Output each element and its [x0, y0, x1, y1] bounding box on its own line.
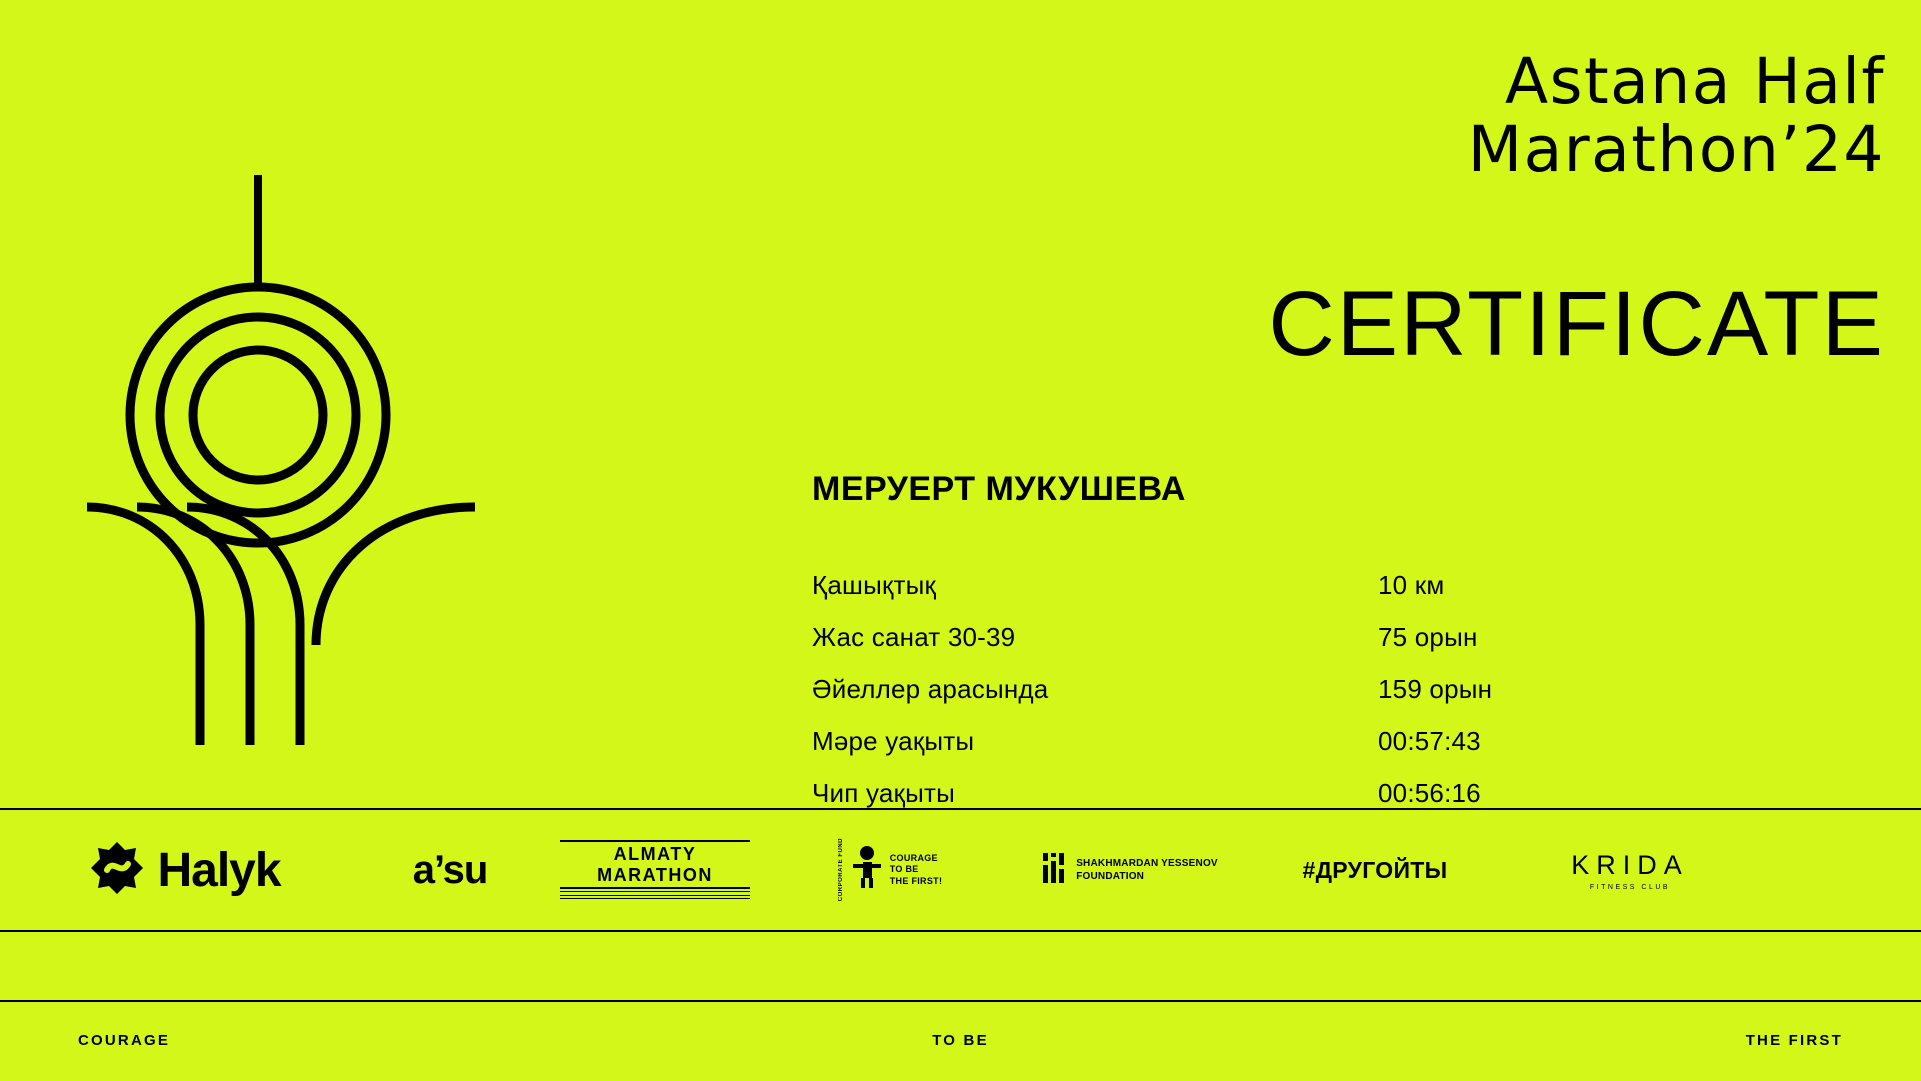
- courage-fund-label: CORPORATE FUND: [837, 838, 844, 902]
- courage-line1: COURAGE: [889, 853, 938, 864]
- result-label: Мәре уақыты: [812, 726, 975, 756]
- sponsor-yessenov-foundation: [1000, 851, 1260, 890]
- krida-subtitle: FITNESS CLUB: [1589, 883, 1671, 891]
- result-value: 00:57:43: [1378, 726, 1481, 756]
- krida-wordmark: KRIDA: [1571, 849, 1689, 880]
- almaty-rule: [560, 895, 750, 896]
- drugoity-wordmark: #ДРУГОЙТЫ: [1302, 856, 1448, 883]
- almaty-rule: [560, 891, 750, 892]
- almaty-rule: [560, 898, 750, 899]
- sponsor-asu: [370, 848, 530, 893]
- sponsor-krida: [1490, 850, 1770, 891]
- result-label: Әйеллер арасында: [812, 674, 1049, 704]
- result-label: Чип уақыты: [812, 778, 955, 808]
- halyk-wordmark: Halyk: [157, 843, 281, 897]
- slogan-right: THE FIRST: [1745, 1032, 1843, 1049]
- almaty-line1: ALMATY: [613, 843, 697, 864]
- results-table: [812, 570, 1612, 830]
- table-row: [812, 570, 1612, 601]
- table-row: [812, 726, 1612, 757]
- foundation-mark-icon: [1042, 851, 1068, 890]
- event-title: [985, 45, 1885, 187]
- foundation-line1: SHAKHMARDAN YESSENOV: [1076, 858, 1218, 869]
- athlete-name: МЕРУЕРТ МУКУШЕВА: [812, 470, 1186, 508]
- result-value: 10 км: [1378, 570, 1445, 600]
- slogan-left: COURAGE: [78, 1032, 171, 1049]
- foundation-line2: FOUNDATION: [1076, 871, 1145, 882]
- table-row: [812, 622, 1612, 653]
- sponsor-courage-fund: [780, 838, 1000, 901]
- halyk-flower-icon: [89, 840, 145, 901]
- sponsor-halyk: [0, 840, 370, 901]
- almaty-rule: [560, 887, 750, 889]
- result-label: Жас санат 30-39: [812, 622, 1016, 652]
- almaty-line2: MARATHON: [597, 864, 713, 885]
- result-value: 00:56:16: [1378, 778, 1481, 808]
- slogan-center: TO BE: [932, 1032, 989, 1049]
- result-label: Қашықтық: [812, 570, 937, 600]
- result-value: 159 орын: [1378, 674, 1493, 704]
- courage-line2: TO BE: [889, 864, 919, 875]
- certificate-heading: CERTIFICATE: [1268, 273, 1885, 375]
- asu-wordmark: a’su: [412, 847, 488, 892]
- sponsor-drugoity: [1260, 857, 1490, 884]
- almaty-rule: [560, 840, 750, 842]
- courage-line3: THE FIRST!: [889, 875, 943, 886]
- event-title-line1: Astana Half: [1505, 45, 1885, 118]
- divider-middle: [0, 930, 1921, 932]
- result-value: 75 орын: [1378, 622, 1478, 652]
- table-row: [812, 778, 1612, 809]
- event-title-line2: Marathon’24: [1467, 113, 1885, 187]
- sponsor-almaty-marathon: [530, 838, 780, 901]
- slogan-footer: [0, 1000, 1921, 1081]
- marathon-emblem-icon: [80, 175, 480, 755]
- table-row: [812, 674, 1612, 705]
- runner-icon: [850, 845, 884, 894]
- sponsor-strip: [0, 810, 1921, 930]
